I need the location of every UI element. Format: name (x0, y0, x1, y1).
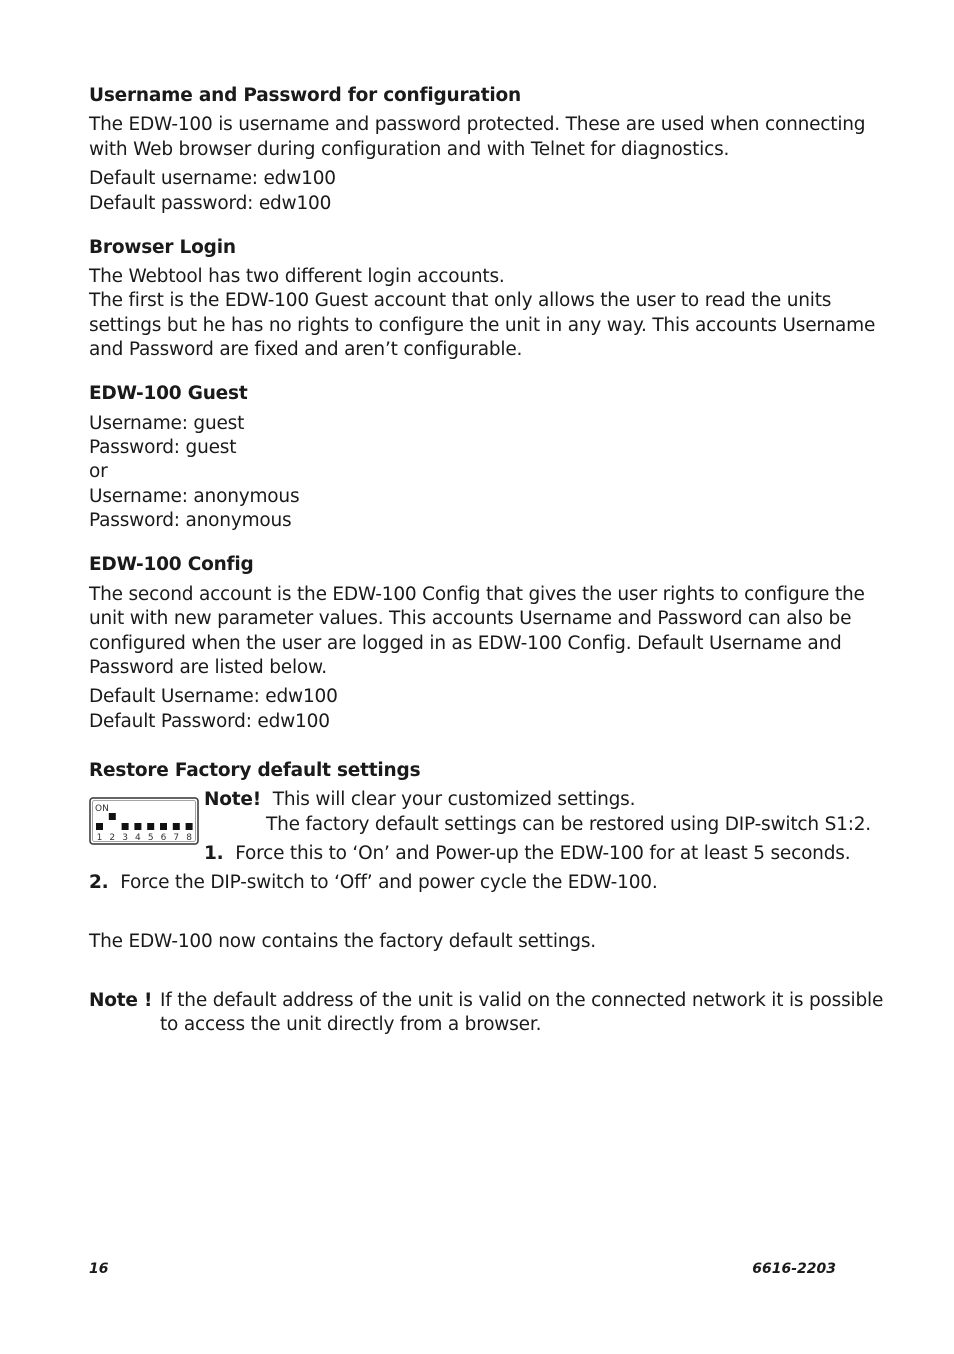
heading-browser-login: Browser Login (89, 237, 236, 258)
dip-switch-slot (147, 823, 154, 830)
dip-switch-slot (109, 813, 116, 820)
heading-guest: EDW-100 Guest (89, 383, 248, 404)
dip-switch-number: 1 (96, 833, 103, 843)
dip-switch-number: 4 (135, 833, 141, 843)
dip-switch-slot (96, 823, 103, 830)
paragraph-line: The first is the EDW-100 Guest account that only allows the user to read the units (89, 290, 832, 311)
guest-line: Username: anonymous (89, 486, 300, 507)
dip-switch-slot (160, 823, 167, 830)
dip-switch-number: 3 (122, 833, 128, 843)
config-default-username: Default Username: edw100 (89, 686, 338, 707)
final-note-text: to access the unit directly from a browser. (160, 1014, 542, 1035)
paragraph-line: settings but he has no rights to configure the unit in any way. This accounts Username (89, 315, 876, 336)
guest-line: Password: guest (89, 437, 237, 458)
step-2-number: 2. (89, 872, 109, 893)
dip-switch-number: 5 (147, 833, 154, 843)
note-text: This will clear your customized settings. (272, 789, 636, 810)
paragraph-line: The EDW-100 is username and password protected. These are used when connecting (89, 114, 866, 135)
step-1-text: Force this to ‘On’ and Power-up the EDW-100 for at least 5 seconds. (235, 843, 851, 864)
step-1-number: 1. (204, 843, 224, 864)
step-2-text: Force the DIP-switch to ‘Off’ and power cycle the EDW-100. (120, 872, 658, 893)
note-label: Note! (204, 789, 262, 810)
restore-note-line (204, 788, 635, 813)
paragraph-line: and Password are fixed and aren’t configurable. (89, 339, 523, 360)
doc-number: 6616-2203 (752, 1261, 836, 1277)
final-note-label: Note ! (89, 990, 153, 1011)
step-2 (89, 871, 658, 896)
dip-switch-number: 8 (186, 833, 192, 843)
paragraph-line: unit with new parameter values. This accounts Username and Password can also be (89, 608, 852, 629)
paragraph-line: Password are listed below. (89, 657, 327, 678)
dip-switch-number: 7 (173, 833, 180, 843)
step-1 (204, 842, 850, 867)
dip-switch-number: 2 (109, 833, 116, 843)
note-text-2: The factory default settings can be restored using DIP-switch S1:2. (266, 814, 871, 835)
paragraph-line: with Web browser during configuration and with Telnet for diagnostics. (89, 139, 730, 160)
guest-line: Username: guest (89, 413, 245, 434)
default-password: Default password: edw100 (89, 193, 332, 214)
page-number: 16 (89, 1261, 109, 1277)
final-note-line-1 (89, 989, 152, 1014)
dip-switch-number: 6 (160, 833, 167, 843)
dip-switch-slot (186, 823, 193, 830)
paragraph-line: The Webtool has two different login accounts. (89, 266, 505, 287)
default-username: Default username: edw100 (89, 168, 336, 189)
dip-on-label: ON (95, 804, 109, 814)
heading-config: EDW-100 Config (89, 554, 254, 575)
heading-restore: Restore Factory default settings (89, 760, 421, 781)
paragraph-line: The second account is the EDW-100 Config that gives the user rights to configure the (89, 584, 865, 605)
dip-switch-icon (89, 797, 199, 845)
heading-credentials: Username and Password for configuration (89, 85, 521, 106)
dip-switch-slot (122, 823, 129, 830)
restore-result: The EDW-100 now contains the factory default settings. (89, 931, 596, 952)
dip-switch-slot (173, 823, 180, 830)
dip-switch-slot (134, 823, 141, 830)
final-note-text: If the default address of the unit is valid on the connected network it is possible (160, 990, 884, 1011)
paragraph-line: configured when the user are logged in as EDW-100 Config. Default Username and (89, 633, 842, 654)
guest-line: Password: anonymous (89, 510, 292, 531)
config-default-password: Default Password: edw100 (89, 711, 330, 732)
guest-line: or (89, 461, 108, 482)
